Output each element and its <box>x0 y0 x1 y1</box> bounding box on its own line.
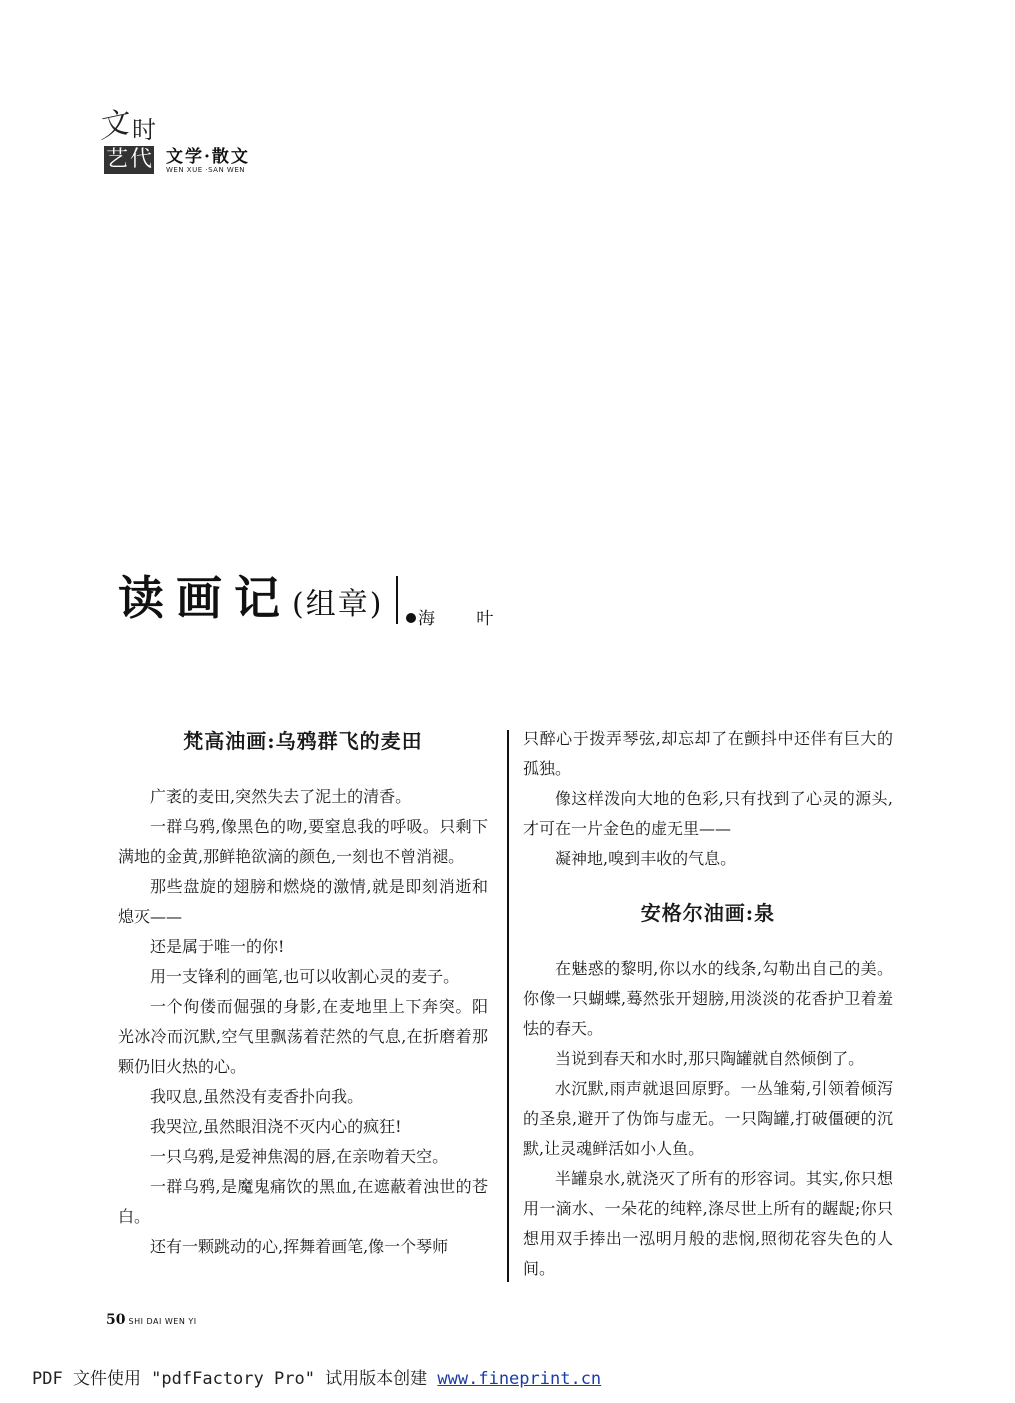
section-heading-van-gogh: 梵高油画:乌鸦群飞的麦田 <box>183 729 423 753</box>
paragraph: 一群乌鸦,是魔鬼痛饮的黑血,在遮蔽着浊世的苍白。 <box>118 1177 488 1226</box>
paragraph: 我哭泣,虽然眼泪浇不灭内心的疯狂! <box>150 1117 402 1136</box>
section-heading-ingres: 安格尔油画:泉 <box>640 901 776 925</box>
paragraph: 还有一颗跳动的心,挥舞着画笔,像一个琴师 <box>150 1237 449 1256</box>
footer-text: PDF 文件使用 "pdfFactory Pro" 试用版本创建 <box>32 1369 438 1389</box>
paragraph: 还是属于唯一的你! <box>150 937 285 956</box>
article-subtitle: (组章) <box>292 587 384 622</box>
magazine-logo <box>94 105 160 174</box>
paragraph-continuation: 只醉心于拨弄琴弦,却忘却了在颤抖中还伴有巨大的孤独。 <box>523 729 893 778</box>
paragraph: 凝神地,嗅到丰收的气息。 <box>555 849 737 868</box>
article-title <box>118 568 383 635</box>
page-number-value: 50 <box>106 1312 126 1328</box>
paragraph: 广袤的麦田,突然失去了泥土的清香。 <box>150 787 412 806</box>
title-divider <box>396 576 398 624</box>
author-line <box>406 604 511 629</box>
page-journal-name: SHI DAI WEN YI <box>128 1317 197 1326</box>
paragraph: 那些盘旋的翅膀和燃烧的激情,就是即刻消逝和熄灭—— <box>118 877 488 926</box>
author-bullet-icon <box>406 613 416 623</box>
paragraph: 在魅惑的黎明,你以水的线条,勾勒出自己的美。你像一只蝴蝶,蓦然张开翅膀,用淡淡的花香护卫着羞怯的春天。 <box>523 959 893 1038</box>
paragraph: 一个佝偻而倔强的身影,在麦地里上下奔突。阳光冰冷而沉默,空气里飘荡着茫然的气息,在折磨着那颗仍旧火热的心。 <box>118 997 488 1076</box>
section-label: 文学·散文 <box>166 147 250 167</box>
paragraph: 当说到春天和水时,那只陶罐就自然倾倒了。 <box>555 1049 865 1068</box>
logo-char-wen: 文 <box>94 105 132 146</box>
article-title-main: 读画记 <box>118 571 292 625</box>
logo-char-yidai: 艺代 <box>106 147 155 172</box>
pdf-footer <box>32 1364 601 1389</box>
author-name: 海 叶 <box>418 609 512 629</box>
logo-char-shi: 时 <box>132 116 156 144</box>
page-number <box>106 1312 197 1328</box>
section-pinyin: WEN XUE ·SAN WEN <box>166 166 246 174</box>
paragraph: 一只乌鸦,是爱神焦渴的唇,在亲吻着天空。 <box>150 1147 449 1166</box>
paragraph: 我叹息,虽然没有麦香扑向我。 <box>150 1087 364 1106</box>
paragraph: 像这样泼向大地的色彩,只有找到了心灵的源头,才可在一片金色的虚无里—— <box>523 789 893 838</box>
paragraph: 用一支锋利的画笔,也可以收割心灵的麦子。 <box>150 967 460 986</box>
column-divider <box>507 730 509 1282</box>
paragraph: 一群乌鸦,像黑色的吻,要窒息我的呼吸。只剩下满地的金黄,那鲜艳欲滴的颜色,一刻也不曾消褪。 <box>118 817 488 866</box>
paragraph: 水沉默,雨声就退回原野。一丛雏菊,引领着倾泻的圣泉,避开了伪饰与虚无。一只陶罐,打破僵硬的沉默,让灵魂鲜活如小人鱼。 <box>523 1079 893 1158</box>
footer-link[interactable]: www.fineprint.cn <box>437 1369 602 1389</box>
right-column <box>523 724 893 1284</box>
left-column <box>118 729 488 1262</box>
paragraph: 半罐泉水,就浇灭了所有的形容词。其实,你只想用一滴水、一朵花的纯粹,涤尽世上所有的龌龊;你只想用双手捧出一泓明月般的悲悯,照彻花容失色的人间。 <box>523 1169 893 1278</box>
